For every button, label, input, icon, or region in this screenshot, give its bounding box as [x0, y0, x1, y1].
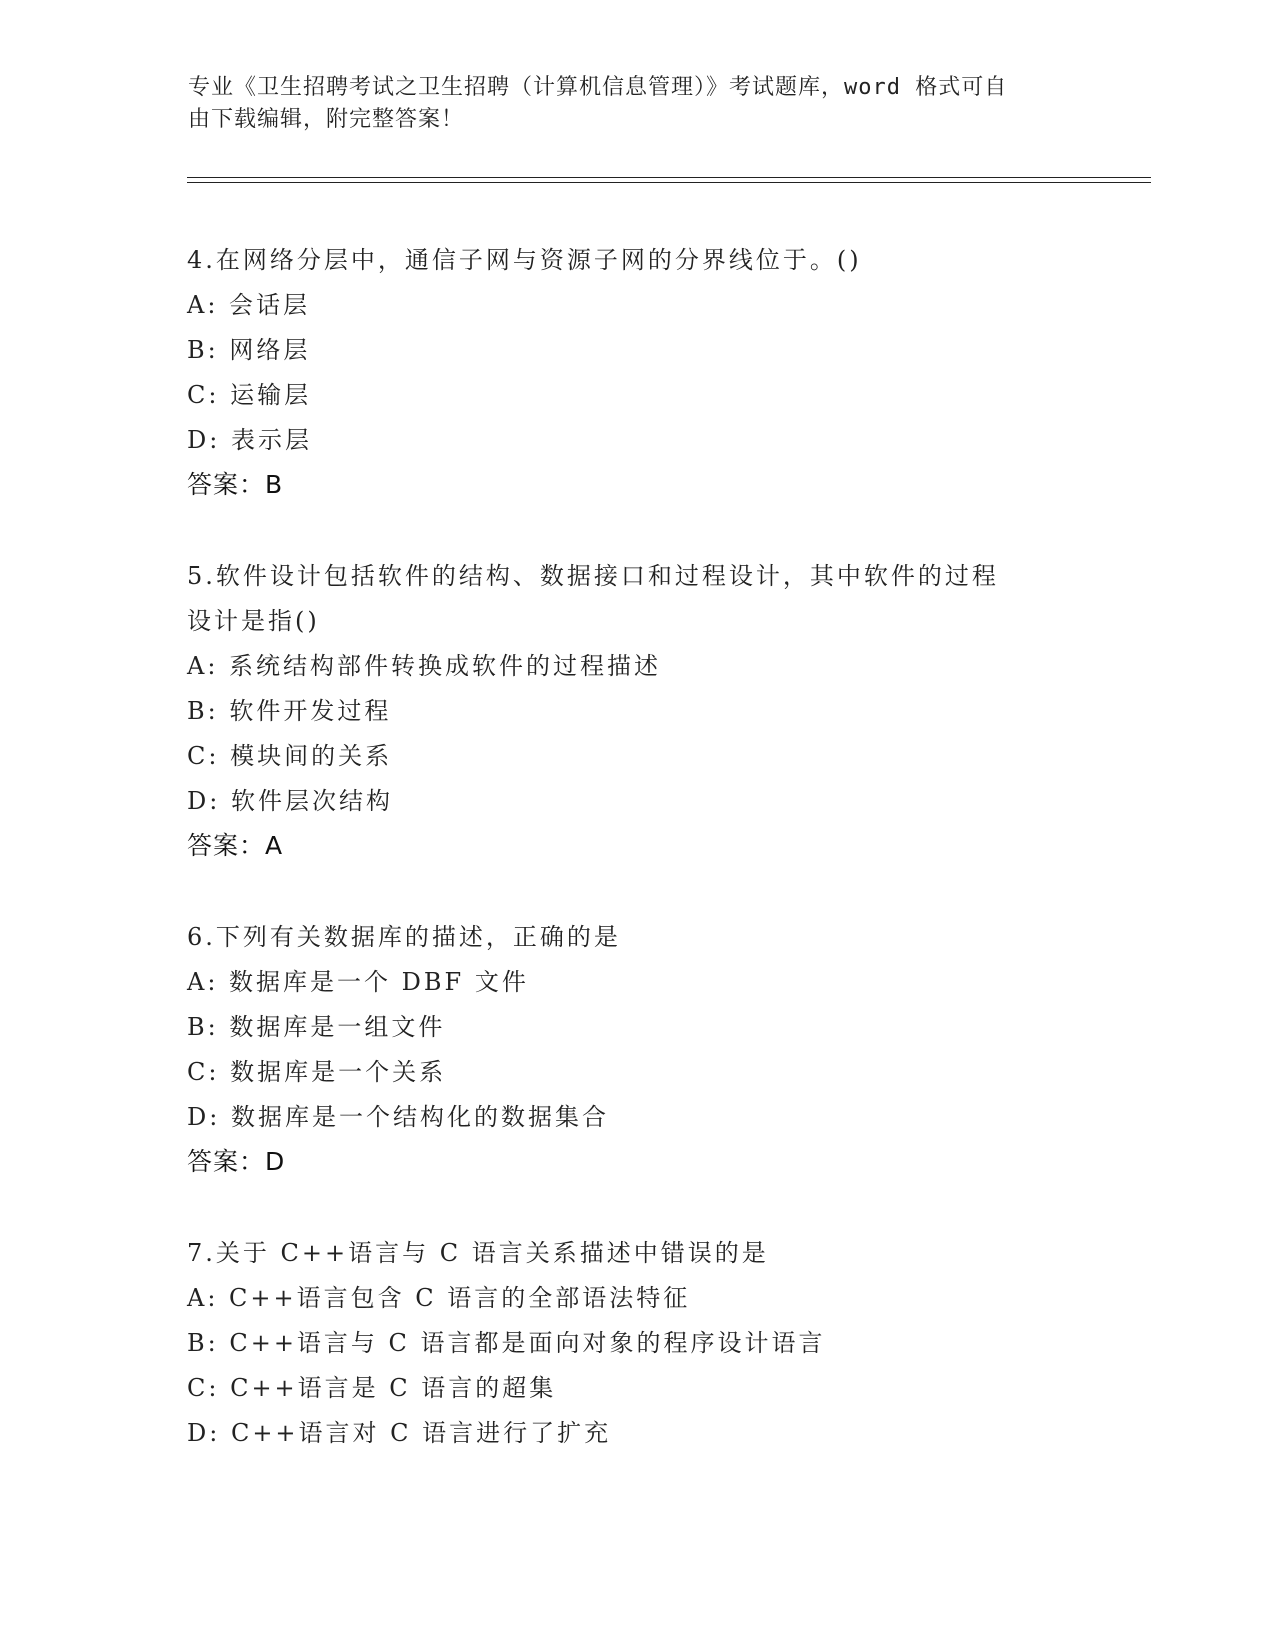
question-stem: 5.软件设计包括软件的结构、数据接口和过程设计，其中软件的过程 — [187, 562, 999, 590]
answer-label: 答案：A — [187, 831, 284, 860]
question-stem-continued: 设计是指() — [187, 607, 320, 635]
option-b: B: C++语言与 C 语言都是面向对象的程序设计语言 — [187, 1329, 826, 1357]
question-5 — [187, 554, 1087, 868]
question-stem: 4.在网络分层中，通信子网与资源子网的分界线位于。() — [187, 246, 862, 274]
answer-label: 答案：D — [187, 1147, 286, 1176]
option-b: B: 软件开发过程 — [187, 697, 392, 725]
option-d: D: 表示层 — [187, 426, 312, 454]
option-b: B: 网络层 — [187, 336, 311, 364]
option-a: A: 数据库是一个 DBF 文件 — [187, 968, 529, 996]
header-divider-top — [187, 177, 1151, 178]
question-7 — [187, 1231, 1087, 1456]
option-a: A: 会话层 — [187, 291, 311, 319]
question-6 — [187, 915, 1087, 1184]
option-a: A: 系统结构部件转换成软件的过程描述 — [187, 652, 662, 680]
option-d: D: 数据库是一个结构化的数据集合 — [187, 1103, 609, 1131]
document-header — [188, 72, 1068, 136]
option-d: D: 软件层次结构 — [187, 787, 393, 815]
option-c: C: 运输层 — [187, 381, 312, 409]
question-4 — [187, 238, 1087, 507]
header-intro-line-1: 专业《卫生招聘考试之卫生招聘（计算机信息管理）》考试题库，word 格式可自 — [188, 75, 1008, 100]
question-list — [187, 238, 1087, 1503]
question-stem: 7.关于 C++语言与 C 语言关系描述中错误的是 — [187, 1239, 769, 1267]
header-divider-bottom — [187, 182, 1151, 183]
option-d: D: C++语言对 C 语言进行了扩充 — [187, 1419, 612, 1447]
option-c: C: C++语言是 C 语言的超集 — [187, 1374, 557, 1402]
answer-label: 答案：B — [187, 470, 284, 499]
option-c: C: 模块间的关系 — [187, 742, 393, 770]
option-a: A: C++语言包含 C 语言的全部语法特征 — [187, 1284, 691, 1312]
header-intro-line-2: 由下载编辑，附完整答案！ — [188, 107, 465, 132]
question-stem: 6.下列有关数据库的描述，正确的是 — [187, 923, 621, 951]
option-b: B: 数据库是一组文件 — [187, 1013, 446, 1041]
option-c: C: 数据库是一个关系 — [187, 1058, 447, 1086]
